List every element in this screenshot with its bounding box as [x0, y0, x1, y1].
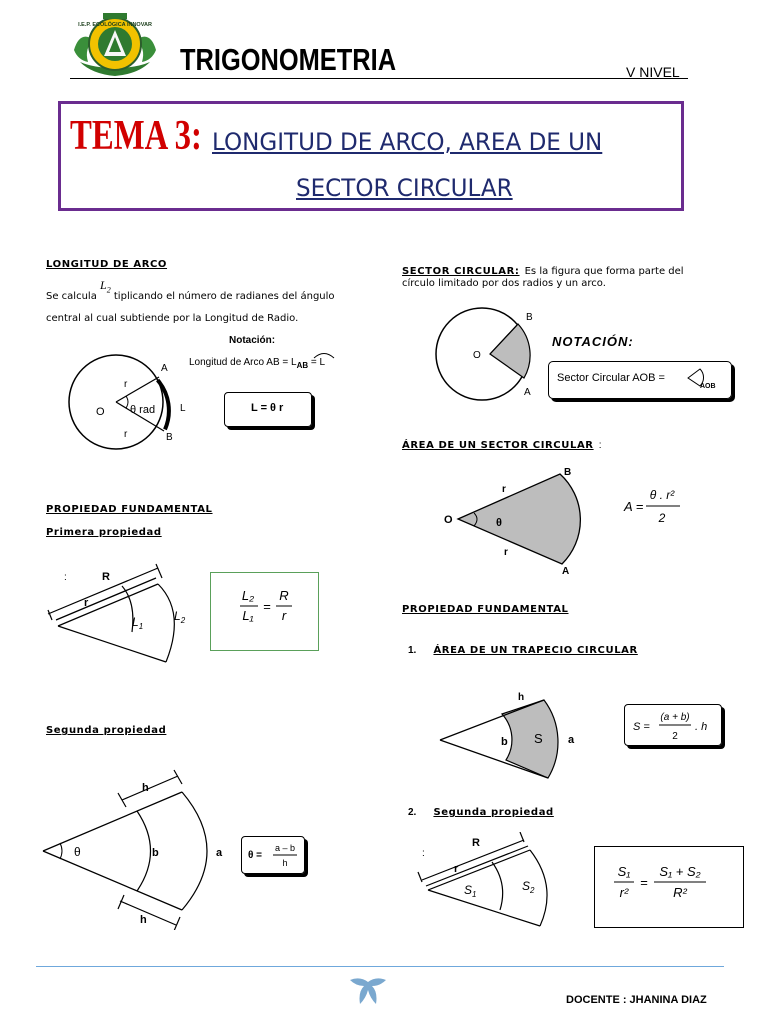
item2-heading: Segunda propiedad [433, 807, 554, 818]
area-formula-den: 2 [658, 511, 666, 525]
area-point-O: O [444, 514, 453, 526]
arc-length-text-line2: central al cual subtiende por la Longitud de Radio. [46, 313, 299, 324]
sector-point-O: O [473, 350, 481, 361]
areas-equals: = [640, 875, 648, 890]
sector-text-line2: círculo limitado por dos radios y un arco. [402, 278, 606, 289]
teacher-name: DOCENTE : JHANINA DIAZ [566, 994, 707, 1006]
sector-point-A: A [524, 387, 531, 398]
item1-heading: ÁREA DE UN TRAPECIO CIRCULAR [433, 645, 638, 656]
arc-length-heading: LONGITUD DE ARCO [46, 259, 168, 270]
ratio-formula [238, 584, 298, 636]
notation-text-tail: = L [308, 357, 326, 368]
school-logo [70, 10, 160, 78]
area-formula-num: θ . r² [649, 488, 675, 502]
topic-title-line2: SECTOR CIRCULAR [296, 174, 513, 202]
theta-formula [244, 838, 304, 872]
a-label: a [216, 847, 223, 859]
trap-a-label: a [568, 734, 575, 746]
h-label-top: h [142, 782, 149, 794]
right-fundamental-heading: PROPIEDAD FUNDAMENTAL [402, 604, 569, 615]
S1-label: $S_1$ [464, 883, 477, 899]
h-label-bottom: h [140, 914, 147, 926]
sector-text-line1: Es la figura que forma parte del [524, 266, 684, 277]
radius-label-top: r [124, 379, 128, 390]
area-theta: θ [496, 517, 502, 529]
arc-length-var-sub: 2 [106, 285, 111, 295]
areas-den-left: r² [619, 885, 629, 900]
trap-b-label: b [501, 736, 508, 748]
topic-title-line1: LONGITUD DE ARCO, AREA DE UN [212, 128, 603, 156]
header-divider [70, 78, 688, 79]
point-O: O [96, 406, 105, 418]
areas-den-right: R² [673, 885, 687, 900]
sector-heading: SECTOR CIRCULAR: [402, 266, 520, 277]
sector-area-heading: ÁREA DE UN SECTOR CIRCULAR [402, 440, 594, 451]
notation-label: Notación: [229, 335, 276, 346]
trap-S-label: S [534, 731, 543, 746]
ratio-num-left: L₂ [241, 588, 255, 603]
arc-length-var [100, 278, 111, 295]
ratio-den-right: r [281, 608, 287, 623]
big-radius-label: R [102, 571, 110, 583]
L2-label: $L_2$ [174, 609, 186, 625]
item2-row [408, 800, 554, 819]
fundamental-property-heading: PROPIEDAD FUNDAMENTAL [46, 504, 213, 515]
trapezoid-formula [627, 706, 719, 744]
trap-h-label: h [518, 692, 525, 703]
arc-length-text-post: tiplicando el número de radianes del ángulo [113, 291, 335, 302]
sector-area-colon: : [598, 440, 602, 451]
area-point-B: B [564, 467, 572, 478]
area-formula-lhs: A = [624, 499, 644, 514]
topic-number: TEMA 3: [70, 113, 202, 159]
arc-length-text-pre: Se calcula [46, 291, 97, 302]
theta-rad-label: θ rad [130, 404, 156, 416]
logo-text: I.E.P. ECOLÓGICA INNOVAR [78, 22, 152, 28]
areas-property-diagram [416, 832, 566, 932]
item1-row [408, 638, 638, 657]
first-property-diagram [40, 560, 210, 670]
areas-R-label: R [472, 837, 480, 849]
notation-text [189, 357, 325, 370]
second-property-diagram [38, 765, 238, 930]
theta-formula-num: a – b [274, 843, 296, 853]
trap-formula-den: 2 [672, 731, 678, 742]
arc-length-diagram [46, 352, 196, 452]
areas-r-label: r [454, 863, 459, 875]
trapezoid-shape [502, 700, 558, 778]
theta-formula-den: h [282, 858, 288, 868]
area-point-A: A [562, 566, 570, 577]
first-property-heading: Primera propiedad [46, 527, 162, 538]
trap-formula-tail: . h [695, 721, 708, 733]
notation-text-main: Longitud de Arco AB = L [189, 357, 297, 368]
sector-diagram [430, 302, 550, 402]
areas-num-left: S₁ [617, 864, 631, 879]
arc-mark-icon [312, 349, 336, 359]
sector-area-shape [458, 474, 580, 564]
level-label: V NIVEL [626, 64, 680, 80]
radius-label-bottom: r [124, 429, 128, 440]
theta-formula-lhs: θ = [248, 850, 263, 861]
small-radius-label: r [84, 597, 89, 609]
subject-title: TRIGONOMETRIA [180, 42, 397, 77]
areas-formula [612, 860, 722, 912]
sector-area-diagram [440, 462, 590, 582]
area-radius-bottom: r [504, 547, 508, 558]
notation-title: NOTACIÓN: [552, 334, 634, 349]
sector-point-B: B [526, 312, 533, 323]
ratio-equals: = [263, 599, 271, 614]
areas-num-right: S₁ + S₂ [659, 864, 701, 879]
S2-label: $S_2$ [522, 879, 535, 895]
second-property-heading: Segunda propiedad [46, 725, 167, 736]
notation-box-text: Sector Circular AOB = [557, 372, 665, 384]
item1-number: 1. [408, 645, 417, 656]
trap-formula-lhs: S = [633, 721, 650, 733]
ratio-num-right: R [279, 588, 289, 603]
item2-number: 2. [408, 807, 417, 818]
area-radius-top: r [502, 484, 506, 495]
footer-divider [36, 966, 724, 967]
point-A: A [161, 363, 168, 374]
trap-formula-num: (a + b) [660, 712, 690, 723]
notation-text-sub: AB [296, 361, 309, 370]
ratio-den-left: L₁ [242, 608, 254, 623]
footer-ornament-icon [344, 974, 392, 1012]
notation-box-sub: AOB [700, 383, 716, 390]
colon-mark: : [64, 572, 67, 583]
theta-label: θ [74, 845, 81, 859]
L1-label: $L_1$ [132, 615, 144, 631]
point-B: B [166, 432, 173, 443]
areas-colon-mark: : [422, 848, 425, 859]
arc-L-label: L [180, 403, 186, 414]
arc-length-var-letter: L [100, 278, 107, 292]
sector-area-formula [620, 484, 690, 530]
trapezoid-diagram [436, 688, 586, 788]
sector-area-heading-row [402, 433, 601, 452]
arc-length-formula: L = θ r [251, 402, 284, 414]
b-label: b [152, 847, 159, 859]
